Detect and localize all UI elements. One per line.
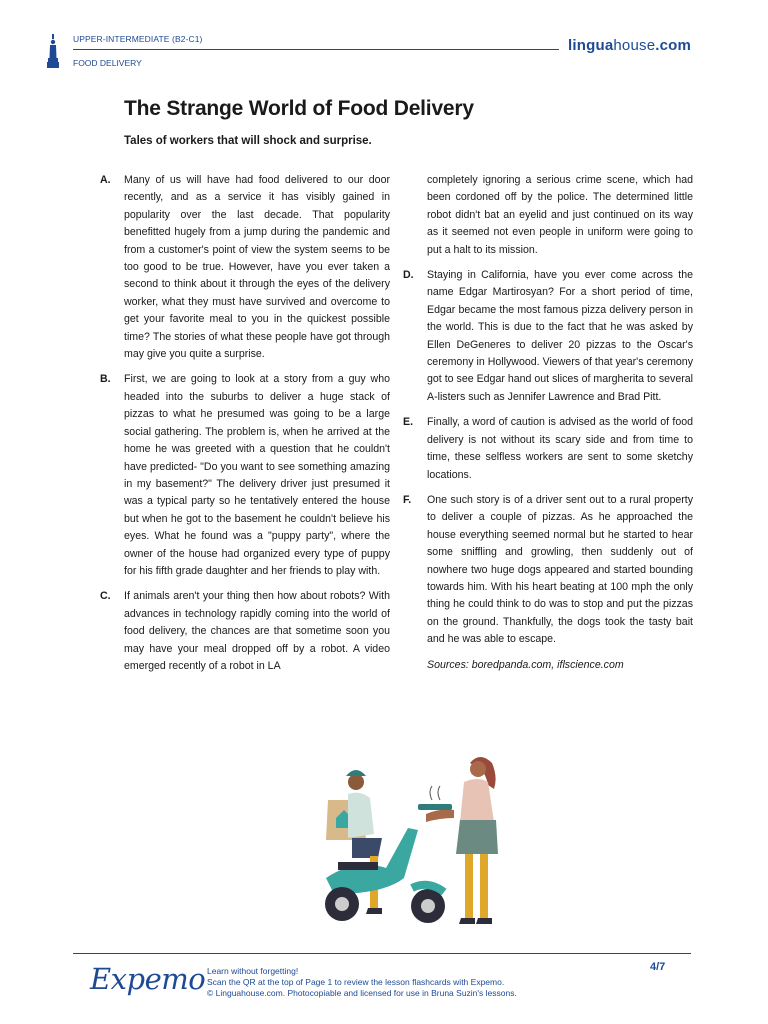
statue-of-liberty-icon xyxy=(46,34,60,68)
section-letter: A. xyxy=(100,174,111,186)
section-text: If animals aren't your thing then how about robots? With advances in technology rapidly coming into the world of food delivery, the chances are that sometime soon you may have your meal dropped off by a robot. A video emerged recently of a robot in LA xyxy=(124,590,390,672)
text-column-right xyxy=(403,172,693,674)
scooter-rider-figure xyxy=(325,770,445,923)
footer-divider xyxy=(73,953,691,954)
section-letter: E. xyxy=(403,416,414,429)
section-text: One such story is of a driver sent out to a rural property to deliver a couple of pizzas. As he approached the house everything seemed normal but he started to hear some sniffling and growling, then suddenly out of nowhere two huge dogs appeared and started bounding towards him. With his heart beating at 100 mph the only thing he could think to do was to stop and put the pizzas on the ground. Thankfully, the dogs took the tasty bait and he was able to escape. xyxy=(427,493,693,646)
linguahouse-logo[interactable]: linguahouse.com xyxy=(568,37,692,54)
section-text: Staying in California, have you ever come across the name Edgar Martirosyan? For a short period of time, Edgar became the most famous pizza delivery person in the world. This is due to the fact that he was asked by Ellen DeGeneres to deliver 20 pizzas to the Oscar's ceremony in Hollywood. Viewers of that year's ceremony got to see Edgar hand out slices of margherita to several A-listers such as Jennifer Lawrence and Brad Pitt. xyxy=(427,269,693,403)
section-f xyxy=(403,492,693,649)
section-letter: C. xyxy=(100,590,111,603)
delivery-illustration xyxy=(298,738,524,938)
expemo-logo[interactable]: Expemo xyxy=(90,962,206,996)
section-letter: B. xyxy=(100,373,111,386)
header-divider xyxy=(73,49,559,50)
section-b xyxy=(100,371,390,580)
section-text: Finally, a word of caution is advised as the world of food delivery is not without its scary side and from time to time, these selfless workers are sent to some sketchy locations. xyxy=(427,416,693,481)
text-column-left xyxy=(100,172,390,683)
footer-tagline: Learn without forgetting! xyxy=(207,966,299,976)
section-text: Many of us will have had food delivered to our door recently, and as a service it has visibly gained in popularity over the last decade. That popularity benefitted hugely from a jump during the pandemic and from a customer's point of view the system seems to be too good to be true. However, have you ever taken a second to think about it through the eyes of the delivery worker, what they must have survived and overcome to get your favorite meal to you in the quickest possible time? The stories of what these people have got through may give you quite a surprise. xyxy=(124,174,390,361)
sources-note: Sources: boredpanda.com, iflscience.com xyxy=(427,658,624,671)
section-letter: F. xyxy=(403,493,412,506)
footer-text xyxy=(207,966,517,1000)
course-level: UPPER-INTERMEDIATE (B2-C1) xyxy=(73,34,203,44)
section-c-continued: completely ignoring a serious crime scene, which had been cordoned off by the police. The determined little robot didn't bat an eyelid and just continued on its way as it seemed not even people in uniform were going to put a halt to its mission. xyxy=(427,174,693,256)
section-d xyxy=(403,267,693,406)
section-e xyxy=(403,414,693,484)
footer-copyright: © Linguahouse.com. Photocopiable and licensed for use in Bruna Suzin's lessons. xyxy=(207,988,517,999)
section-text: First, we are going to look at a story from a guy who headed into the suburbs to deliver a huge stack of pizzas to what he presumed was going to be a large social gathering. The problem is, when he arrived at the home he was greeted with a question that he couldn't have predicted- "Do you want to see something amazing in my basement?" The delivery driver just presumed it was a typical party so he tentatively entered the house but when he got to the basement he couldn't believe his eyes. What he found was a "puppy party", where the owner of the house had organized every type of puppy for his fifth grade daughter and her friends to play with. xyxy=(124,373,390,577)
page-number: 4/7 xyxy=(650,961,666,973)
section-letter: D. xyxy=(403,269,414,282)
section-c xyxy=(100,588,390,675)
page-subtitle: Tales of workers that will shock and surprise. xyxy=(124,135,372,147)
footer-qr-note: Scan the QR at the top of Page 1 to review the lesson flashcards with Expemo. xyxy=(207,977,505,988)
section-a xyxy=(100,172,390,363)
lesson-topic: FOOD DELIVERY xyxy=(73,58,142,68)
page-title: The Strange World of Food Delivery xyxy=(124,97,474,120)
